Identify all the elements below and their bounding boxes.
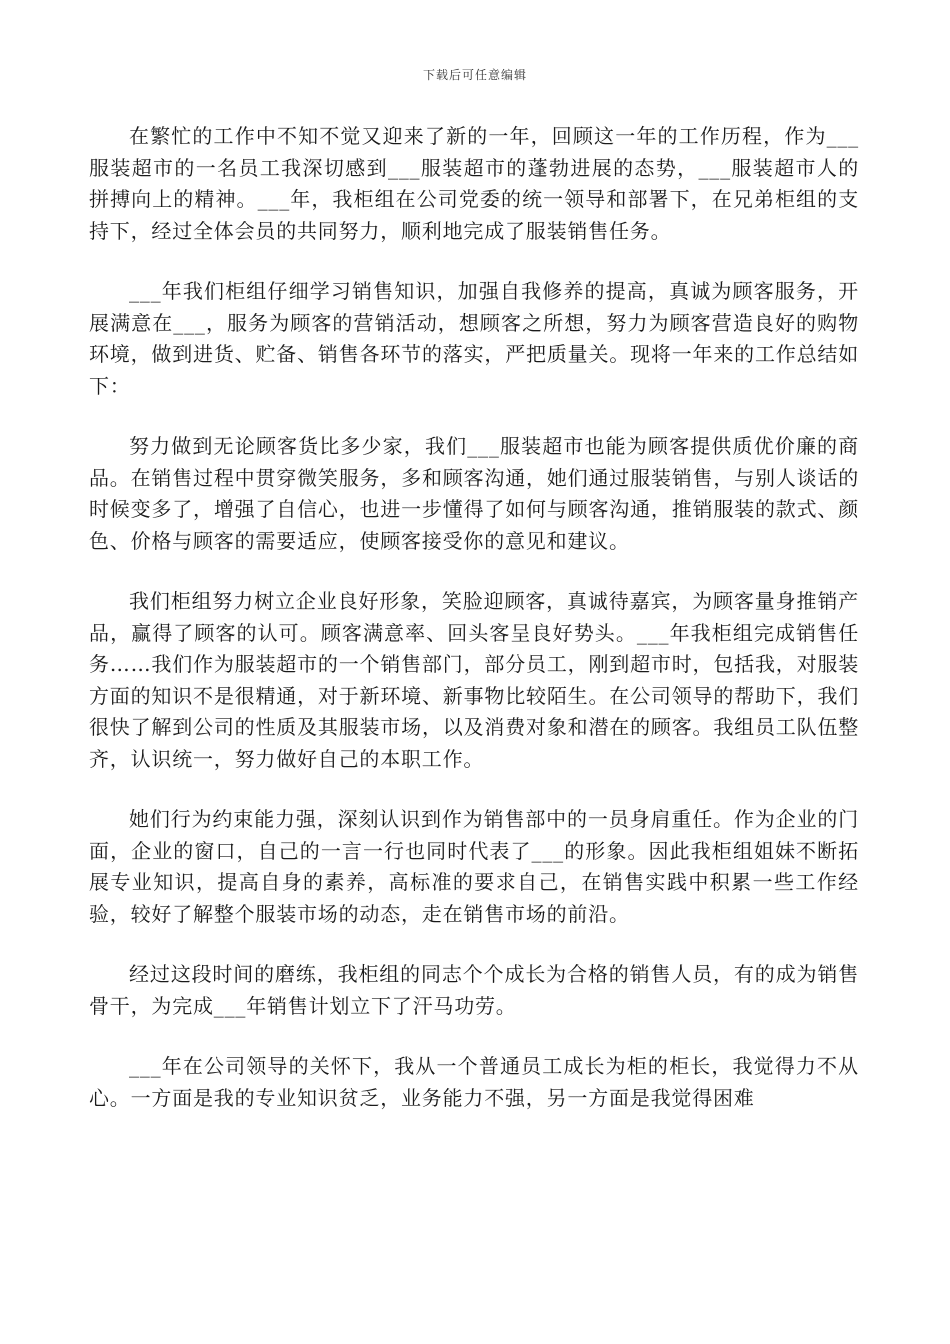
paragraph-4: 我们柜组努力树立企业良好形象，笑脸迎顾客，真诚待嘉宾，为顾客量身推销产品，赢得了顾客的认可。顾客满意率、回头客呈良好势头。___年我柜组完成销售任务……我们作为服装超市的一个销售部门，部分员工，刚到超市时，包括我，对服装方面的知识不是很精通，对于新环境、新事物比较陌生。在公司领导的帮助下，我们很快了解到公司的性质及其服装市场，以及消费对象和潜在的顾客。我组员工队伍整齐，认识统一，努力做好自己的本职工作。 [89,589,859,771]
page-header-note: 下载后可任意编辑 [422,68,527,82]
document-body [89,121,859,1143]
paragraph-1: 在繁忙的工作中不知不觉又迎来了新的一年，回顾这一年的工作历程，作为___服装超市的一名员工我深切感到___服装超市的蓬勃进展的态势，___服装超市人的拼搏向上的精神。___年，我柜组在公司党委的统一领导和部署下，在兄弟柜组的支持下，经过全体会员的共同努力，顺利地完成了服装销售任务。 [89,124,859,243]
paragraph-5: 她们行为约束能力强，深刻认识到作为销售部中的一员身肩重任。作为企业的门面，企业的窗口，自己的一言一行也同时代表了___的形象。因此我柜组姐妹不断拓展专业知识，提高自身的素养，高标准的要求自己，在销售实践中积累一些工作经验，较好了解整个服装市场的动态，走在销售市场的前沿。 [89,807,859,926]
paragraph-6: 经过这段时间的磨练，我柜组的同志个个成长为合格的销售人员，有的成为销售骨干，为完成___年销售计划立下了汗马功劳。 [89,962,859,1018]
paragraph-7: ___年在公司领导的关怀下，我从一个普通员工成长为柜的柜长，我觉得力不从心。一方面是我的专业知识贫乏，业务能力不强，另一方面是我觉得困难 [89,1054,859,1110]
paragraph-2: ___年我们柜组仔细学习销售知识，加强自我修养的提高，真诚为顾客服务，开展满意在___，服务为顾客的营销活动，想顾客之所想，努力为顾客营造良好的购物环境，做到进货、贮备、销售各环节的落实，严把质量关。现将一年来的工作总结如下： [89,279,859,398]
paragraph-3: 努力做到无论顾客货比多少家，我们___服装超市也能为顾客提供质优价廉的商品。在销售过程中贯穿微笑服务，多和顾客沟通，她们通过服装销售，与别人谈话的时候变多了，增强了自信心，也进一步懂得了如何与顾客沟通，推销服装的款式、颜色、价格与顾客的需要适应，使顾客接受你的意见和建议。 [89,434,859,553]
